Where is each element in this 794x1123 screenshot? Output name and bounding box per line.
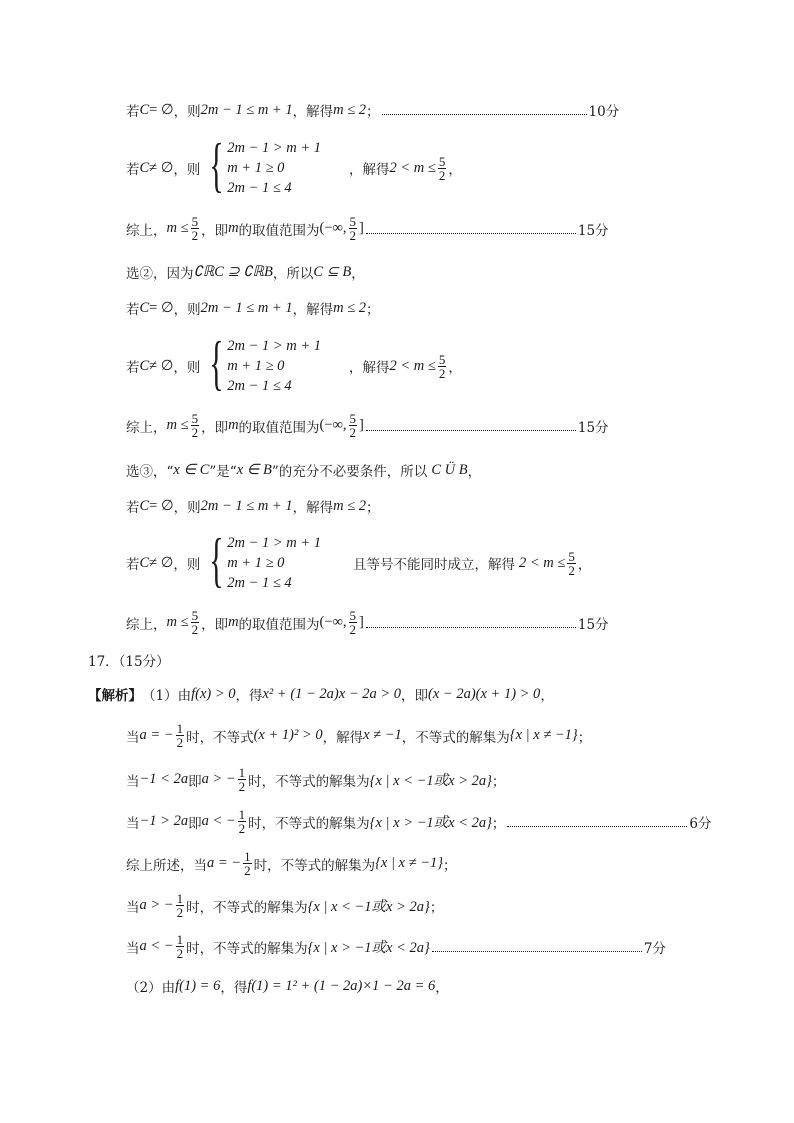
sys-row-2: m + 1 ≥ 0: [227, 555, 285, 571]
c1-solution-set: {x | x ≠ −1}: [509, 727, 578, 743]
sys-row-3: 2m − 1 ≤ 4: [227, 575, 292, 591]
q17-part2-line: [126, 976, 449, 996]
p1c-text: ，即: [401, 688, 429, 704]
prefix: 若: [126, 162, 140, 178]
c3-condition: −1 > 2a: [139, 813, 189, 829]
frac-num: 5: [438, 351, 446, 367]
summary-line-1: [126, 215, 609, 242]
summary-line-2: [126, 412, 609, 439]
then-text: ，则: [173, 302, 201, 318]
ineq-1: x² + (1 − 2a)x − 2a > 0: [262, 685, 402, 702]
sum-text: 时，不等式的解集为: [253, 857, 376, 874]
score-7: 7分: [643, 940, 666, 957]
p2-equation: f(1) = 1² + (1 − 2a)×1 − 2a = 6: [247, 977, 436, 994]
condition: 2m − 1 ≤ m + 1: [200, 497, 293, 514]
prefix: 若: [126, 302, 140, 318]
end-mark: ，: [467, 464, 482, 480]
prefix: 若: [126, 557, 140, 573]
sys-row-1: 2m − 1 > m + 1: [227, 140, 321, 156]
x-in-b: x ∈ B: [236, 461, 272, 478]
p2-text: （2）由: [126, 980, 176, 996]
c2-mid: 即: [188, 773, 202, 790]
range-text: 的取值范围为: [238, 222, 320, 239]
q17-summary-3: [126, 933, 666, 960]
solve-text: ，解得: [292, 500, 334, 516]
p2-f1: f(1) = 6: [175, 977, 221, 994]
interval-right: ]: [359, 220, 364, 236]
sys-row-2: m + 1 ≥ 0: [227, 358, 285, 374]
q17-summary-2: [126, 892, 443, 919]
ineq-2: (x − 2a)(x + 1) > 0: [428, 685, 541, 702]
prefix: 若: [126, 360, 140, 376]
frac-den: 2: [191, 425, 199, 440]
sum-text: 时，不等式的解集为: [186, 940, 308, 957]
when-text: 当: [126, 729, 140, 746]
frac-den: 2: [191, 622, 199, 637]
frac-den: 2: [349, 228, 357, 243]
q17-case-1: [126, 722, 591, 749]
case-empty-line-2: [126, 298, 380, 318]
c1-ineq: (x + 1)² > 0: [253, 727, 323, 743]
neq-empty: ≠ ∅: [149, 159, 174, 176]
leader-dots: [366, 429, 576, 431]
result-left: 2 < m ≤: [389, 357, 436, 374]
option2-relation: ∁ℝC ⊇ ∁ℝB: [193, 263, 273, 280]
frac-den: 2: [349, 425, 357, 440]
m-le: m ≤: [166, 614, 189, 630]
set-c: C: [139, 101, 150, 118]
sum-text: 时，不等式的解集为: [186, 899, 308, 916]
end-mark: ；: [491, 815, 506, 832]
then-text: ，则: [173, 500, 201, 516]
c1-result: x ≠ −1: [363, 727, 402, 743]
then-text: ，则: [173, 162, 201, 178]
prefix: 若: [126, 500, 140, 516]
result-left: 2 < m ≤: [519, 554, 566, 571]
sys-row-3: 2m − 1 ≤ 4: [227, 378, 292, 394]
summary-prefix: 综上，: [126, 419, 167, 436]
option3-mid2: ”的充分不必要条件，所以: [271, 464, 428, 480]
c1-b-text: 时，不等式: [186, 729, 254, 746]
frac-num: 1: [238, 807, 246, 822]
q17-summary-1: [126, 850, 457, 877]
range-text: 的取值范围为: [238, 616, 320, 633]
end-mark: ，: [540, 688, 554, 704]
frac-den: 2: [176, 735, 184, 750]
sum-set-1: {x | x ≠ −1}: [375, 855, 444, 871]
leader-dots: [366, 232, 576, 234]
frac-den: 2: [244, 863, 251, 878]
inequality-system: [202, 132, 321, 198]
option3-relation: C Ü B: [431, 461, 468, 478]
fraction-1-2: [176, 892, 185, 919]
p2-b-text: ，得: [220, 980, 248, 996]
q17-case-3: [126, 808, 712, 835]
summary-prefix: 综上，: [126, 616, 167, 633]
inequality-system: [202, 527, 321, 593]
fraction-1-2: [238, 766, 247, 793]
fraction-5-2: [438, 155, 447, 182]
leader-dots: [366, 626, 576, 628]
case-empty-prefix: 若: [126, 104, 140, 120]
frac-num: 1: [176, 721, 184, 736]
c3-solution-set: {x | x > −1或x < 2a}: [369, 815, 492, 831]
sum-set-2: {x | x < −1或x > 2a}: [307, 899, 430, 915]
x-in-c: x ∈ C: [173, 461, 210, 478]
frac-num: 5: [438, 153, 446, 169]
frac-num: 5: [568, 548, 575, 564]
fraction-5-2: [349, 609, 358, 636]
analysis-label: 【解析】: [88, 688, 142, 704]
end-mark: ；: [491, 773, 506, 790]
interval-left: (−∞,: [319, 417, 347, 433]
end-mark: ；: [443, 857, 457, 874]
a-eq: a = −: [139, 727, 174, 743]
frac-num: 1: [176, 932, 184, 947]
case-empty-line-3: [126, 496, 380, 516]
fraction-1-2: [243, 850, 252, 877]
end-mark: ；: [366, 104, 380, 120]
when-text: 当: [126, 815, 140, 832]
left-brace: {: [209, 132, 224, 198]
summary-line-3: [126, 609, 609, 636]
sys-row-1: 2m − 1 > m + 1: [227, 338, 321, 354]
end-mark: ，: [435, 980, 449, 996]
leader-dots: [507, 825, 687, 827]
frac-num: 5: [349, 214, 357, 229]
condition: 2m − 1 ≤ m + 1: [200, 299, 293, 316]
solve-text: ，解得: [349, 162, 390, 178]
c3-b-text: 时，不等式的解集为: [248, 815, 370, 832]
end-mark: ；: [366, 500, 380, 516]
a-gt: a > −: [201, 771, 236, 787]
interval-left: (−∞,: [319, 614, 347, 630]
fraction-5-2: [191, 215, 200, 242]
sum-intro: 综上所述，当: [126, 857, 207, 874]
when-text: 当: [126, 940, 140, 957]
eq-empty: = ∅: [149, 497, 174, 514]
var-m: m: [228, 417, 239, 433]
end-mark: ；: [577, 729, 592, 746]
frac-num: 5: [191, 214, 199, 229]
leader-dots: [382, 113, 587, 115]
c2-solution-set: {x | x < −1或x > 2a}: [369, 773, 492, 789]
option2-subset: C ⊆ B: [313, 263, 352, 280]
fraction-1-2: [176, 933, 185, 960]
fraction-5-2: [349, 215, 358, 242]
p1-text: （1）由: [142, 688, 192, 704]
result: m ≤ 2: [333, 299, 367, 316]
option-2-line: [126, 262, 365, 282]
mid-text: ，即: [201, 419, 229, 436]
frac-den: 2: [349, 622, 357, 637]
c2-b-text: 时，不等式的解集为: [248, 773, 370, 790]
case-nonempty-line-2: [126, 330, 462, 396]
c2-condition: −1 < 2a: [139, 771, 189, 787]
end-mark: ；: [366, 302, 380, 318]
var-m: m: [228, 220, 239, 236]
set-c: C: [139, 299, 150, 316]
score-15: 15分: [577, 419, 609, 436]
neq-empty: ≠ ∅: [149, 357, 174, 374]
score-10: 10分: [588, 104, 620, 120]
q17-case-2: [126, 766, 505, 793]
f-gt-0: f(x) > 0: [191, 685, 236, 702]
question-17-title: [88, 650, 170, 670]
option3-intro: 选③，“: [126, 464, 174, 480]
left-brace: {: [209, 527, 224, 593]
sys-row-2: m + 1 ≥ 0: [227, 160, 285, 176]
sum-set-3: {x | x > −1或x < 2a}: [307, 940, 430, 956]
frac-den: 2: [176, 905, 184, 920]
option2-intro: 选②，因为: [126, 266, 194, 282]
when-text: 当: [126, 773, 140, 790]
end-mark: ，: [448, 360, 462, 376]
inequality-system: [202, 330, 321, 396]
frac-num: 1: [244, 849, 251, 864]
then-text: ，则: [173, 360, 201, 376]
interval-left: (−∞,: [319, 220, 347, 236]
neq-empty: ≠ ∅: [149, 554, 174, 571]
option-3-line: [126, 460, 481, 480]
frac-den: 2: [438, 167, 446, 183]
when-text: 当: [126, 899, 140, 916]
end-mark: ；: [429, 899, 444, 916]
m-le: m ≤: [166, 417, 189, 433]
frac-num: 1: [238, 765, 246, 780]
solve-text: ，解得: [292, 302, 334, 318]
set-c: C: [139, 554, 150, 571]
end-mark: ，: [351, 266, 365, 282]
frac-num: 5: [349, 411, 357, 426]
condition: 2m − 1 ≤ m + 1: [200, 101, 293, 118]
q17-title: 17．（15分）: [88, 654, 170, 670]
fraction-5-2: [191, 412, 200, 439]
sys-row-3: 2m − 1 ≤ 4: [227, 180, 292, 196]
frac-den: 2: [191, 228, 199, 243]
range-text: 的取值范围为: [238, 419, 320, 436]
then-text: ，则: [173, 557, 201, 573]
option2-so: ，所以: [272, 266, 314, 282]
q17-part1-line: [88, 684, 554, 704]
fraction-5-2: [567, 550, 576, 577]
then-text: ，则: [173, 104, 201, 120]
frac-num: 5: [191, 608, 199, 623]
c1-c-text: ，解得: [322, 729, 364, 746]
result-left: 2 < m ≤: [389, 159, 436, 176]
score-15: 15分: [577, 616, 609, 633]
leader-dots: [432, 950, 642, 952]
mid-text: ，即: [201, 222, 229, 239]
solve-text: ，解得: [349, 360, 390, 376]
case-empty-line-1: [126, 100, 619, 120]
eq-empty: = ∅: [149, 101, 174, 118]
strict-note: 且等号不能同时成立，解得: [353, 557, 515, 573]
interval-right: ]: [359, 614, 364, 630]
fraction-5-2: [349, 412, 358, 439]
score-6: 6分: [689, 815, 712, 832]
end-mark: ，: [448, 162, 462, 178]
summary-prefix: 综上，: [126, 222, 167, 239]
frac-den: 2: [568, 562, 575, 578]
eq-empty: = ∅: [149, 299, 174, 316]
mid-text: ，即: [201, 616, 229, 633]
frac-den: 2: [176, 946, 184, 961]
option3-mid1: ”是“: [209, 464, 237, 480]
end-mark: ，: [577, 557, 592, 573]
left-brace: {: [209, 330, 224, 396]
fraction-1-2: [238, 808, 247, 835]
frac-den: 2: [238, 779, 246, 794]
set-c: C: [139, 159, 150, 176]
case-nonempty-line-1: [126, 132, 462, 198]
interval-right: ]: [359, 417, 364, 433]
var-m: m: [228, 614, 239, 630]
frac-den: 2: [438, 365, 446, 381]
case-nonempty-line-3: [126, 527, 592, 593]
fraction-5-2: [438, 353, 447, 380]
c3-mid: 即: [188, 815, 202, 832]
a-lt: a < −: [201, 813, 236, 829]
a-eq: a = −: [207, 855, 242, 871]
frac-num: 5: [349, 608, 357, 623]
m-le: m ≤: [166, 220, 189, 236]
set-c: C: [139, 497, 150, 514]
result: m ≤ 2: [333, 497, 367, 514]
frac-den: 2: [238, 821, 246, 836]
solve-text: ，解得: [292, 104, 334, 120]
frac-num: 5: [191, 411, 199, 426]
c1-d-text: ，不等式的解集为: [401, 729, 510, 746]
sys-row-1: 2m − 1 > m + 1: [227, 535, 321, 551]
p1b-text: ，得: [235, 688, 263, 704]
fraction-5-2: [191, 609, 200, 636]
score-15: 15分: [577, 222, 609, 239]
set-c: C: [139, 357, 150, 374]
fraction-1-2: [176, 722, 185, 749]
a-gt: a > −: [139, 897, 174, 913]
frac-num: 1: [176, 891, 184, 906]
result: m ≤ 2: [333, 101, 367, 118]
a-lt: a < −: [139, 938, 174, 954]
